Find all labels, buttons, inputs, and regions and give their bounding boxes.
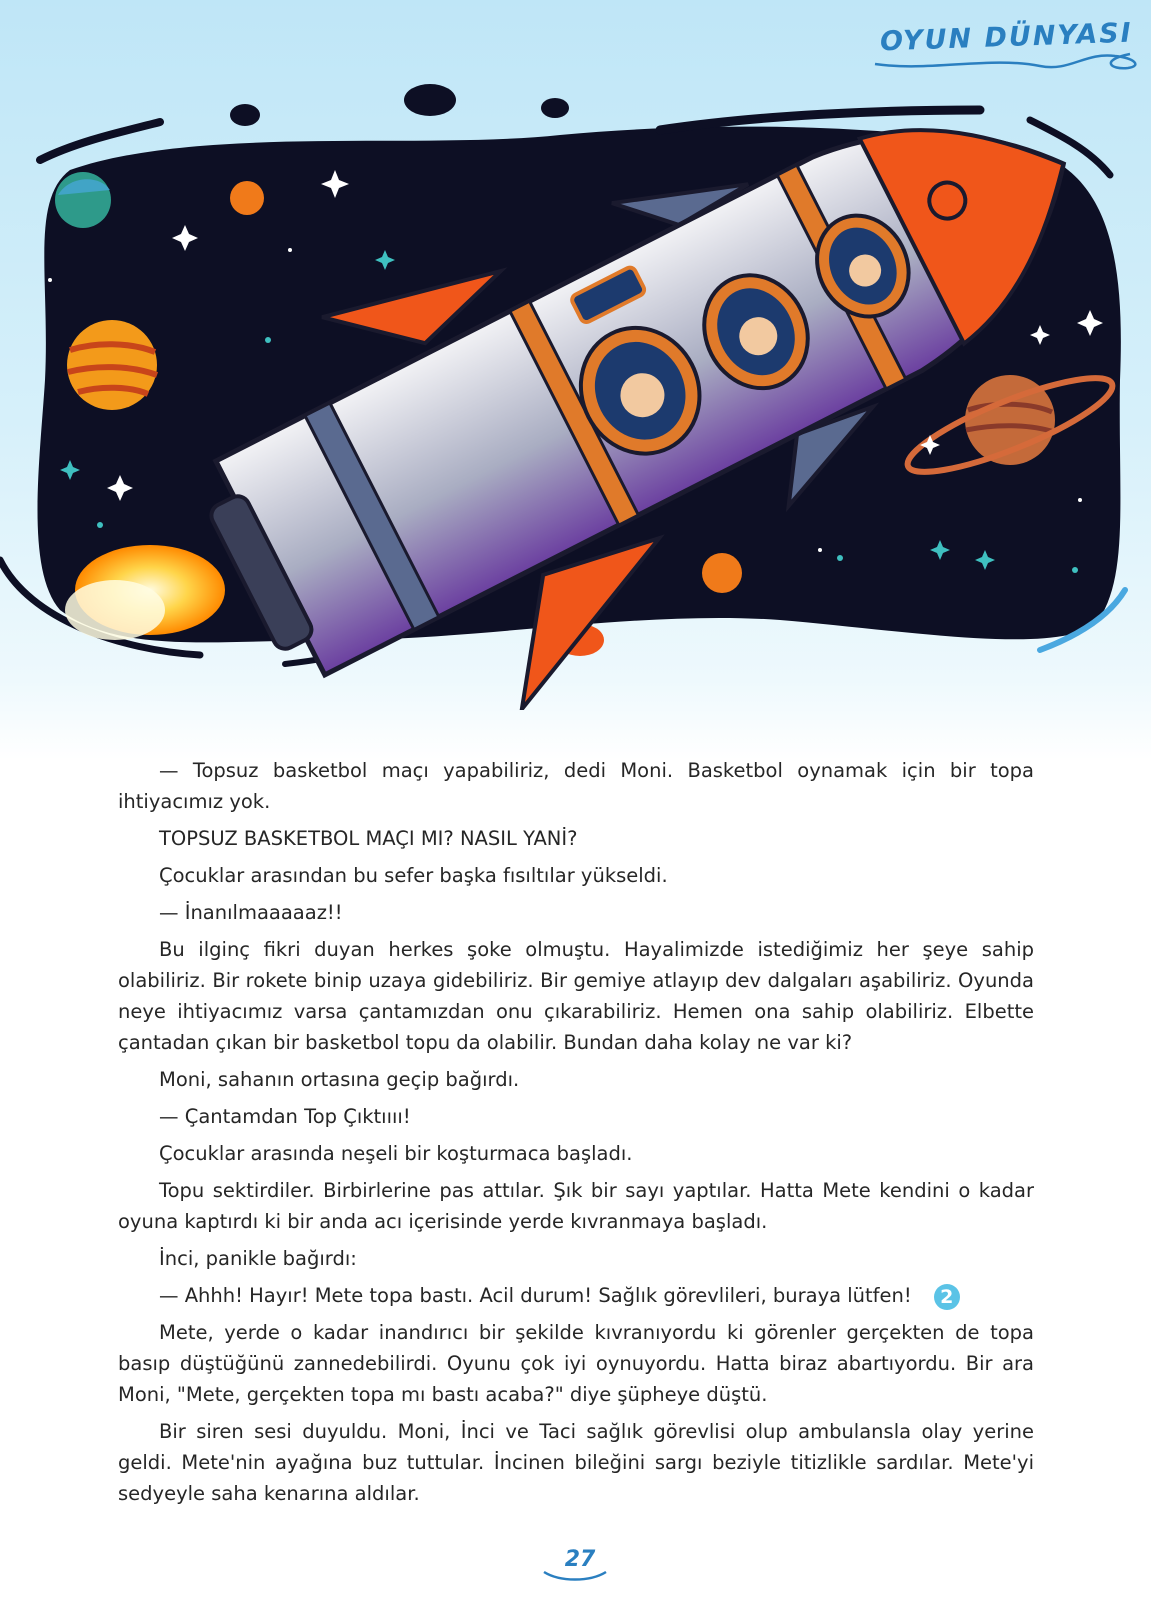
paragraph-with-marker bbox=[118, 1280, 1034, 1311]
section-title: OYUN DÜNYASI bbox=[879, 17, 1134, 58]
title-underline-swoosh bbox=[870, 44, 1151, 80]
paragraph: Topu sektirdiler. Birbirlerine pas attılar. Şık bir sayı yaptılar. Hatta Mete kendini o kadar oyuna kaptırdı ki bir anda acı içerisinde yerde kıvranmaya başladı. bbox=[118, 1179, 1034, 1233]
paragraph: Moni, sahanın ortasına geçip bağırdı. bbox=[159, 1068, 520, 1091]
planet-small-orange bbox=[230, 181, 264, 215]
paragraph: Çocuklar arasında neşeli bir koşturmaca başladı. bbox=[159, 1142, 633, 1165]
paragraph: Bu ilginç fikri duyan herkes şoke olmuştu. Hayalimizde istediğimiz her şeye sahip olabiliriz. Bir rokete binip uzaya gidebiliriz. Bir gemiye atlayıp dev dalgaları aşabiliriz. Oyunda neye ihtiyacımız varsa çantamızdan onu çıkarabiliriz. Hemen ona sahip olabiliriz. Elbette çantadan çıkan bir basketbol topu da olabilir. Bundan daha kolay ne var ki? bbox=[118, 938, 1034, 1054]
planet-orange-bottom bbox=[702, 553, 742, 593]
question-number-badge: 2 bbox=[934, 1284, 960, 1310]
story-text bbox=[118, 755, 1034, 1515]
paragraph: — Topsuz basketbol maçı yapabiliriz, dedi Moni. Basketbol oynamak için bir topa ihtiyacımız yok. bbox=[118, 759, 1034, 813]
ink-splotch bbox=[541, 98, 569, 118]
paragraph: — İnanılmaaaaaz!! bbox=[159, 901, 343, 924]
rocket-illustration bbox=[0, 80, 1151, 710]
paragraph: Çocuklar arasından bu sefer başka fısıltılar yükseldi. bbox=[159, 864, 668, 887]
page-number-swoosh bbox=[540, 1568, 610, 1584]
paragraph: Bir siren sesi duyuldu. Moni, İnci ve Taci sağlık görevlisi olup ambulansla olay yerine geldi. Mete'nin ayağına buz tuttular. İncinen bileğini sargı beziyle titizlikle sardılar. Mete'yi sedyeyle saha kenarına aldılar. bbox=[118, 1420, 1034, 1505]
page-number: 27 bbox=[564, 1547, 596, 1572]
ink-splotch bbox=[230, 104, 260, 126]
ink-splotch bbox=[404, 84, 456, 116]
paragraph: — Çantamdan Top Çıktıııı! bbox=[159, 1105, 411, 1128]
ink-stroke bbox=[660, 110, 980, 130]
paragraph: TOPSUZ BASKETBOL MAÇI MI? NASIL YANİ? bbox=[159, 827, 578, 850]
paragraph: İnci, panikle bağırdı: bbox=[159, 1247, 357, 1270]
paragraph: — Ahhh! Hayır! Mete topa bastı. Acil durum! Sağlık görevlileri, buraya lütfen! bbox=[159, 1284, 912, 1307]
paragraph: Mete, yerde o kadar inandırıcı bir şekilde kıvranıyordu ki görenler gerçekten de topa basıp düştüğünü zannedebilirdi. Oyunu çok iyi oynuyordu. Hatta biraz abartıyordu. Bir ara Moni, "Mete, gerçekten topa mı bastı acaba?" diye şüpheye düştü. bbox=[118, 1321, 1034, 1406]
